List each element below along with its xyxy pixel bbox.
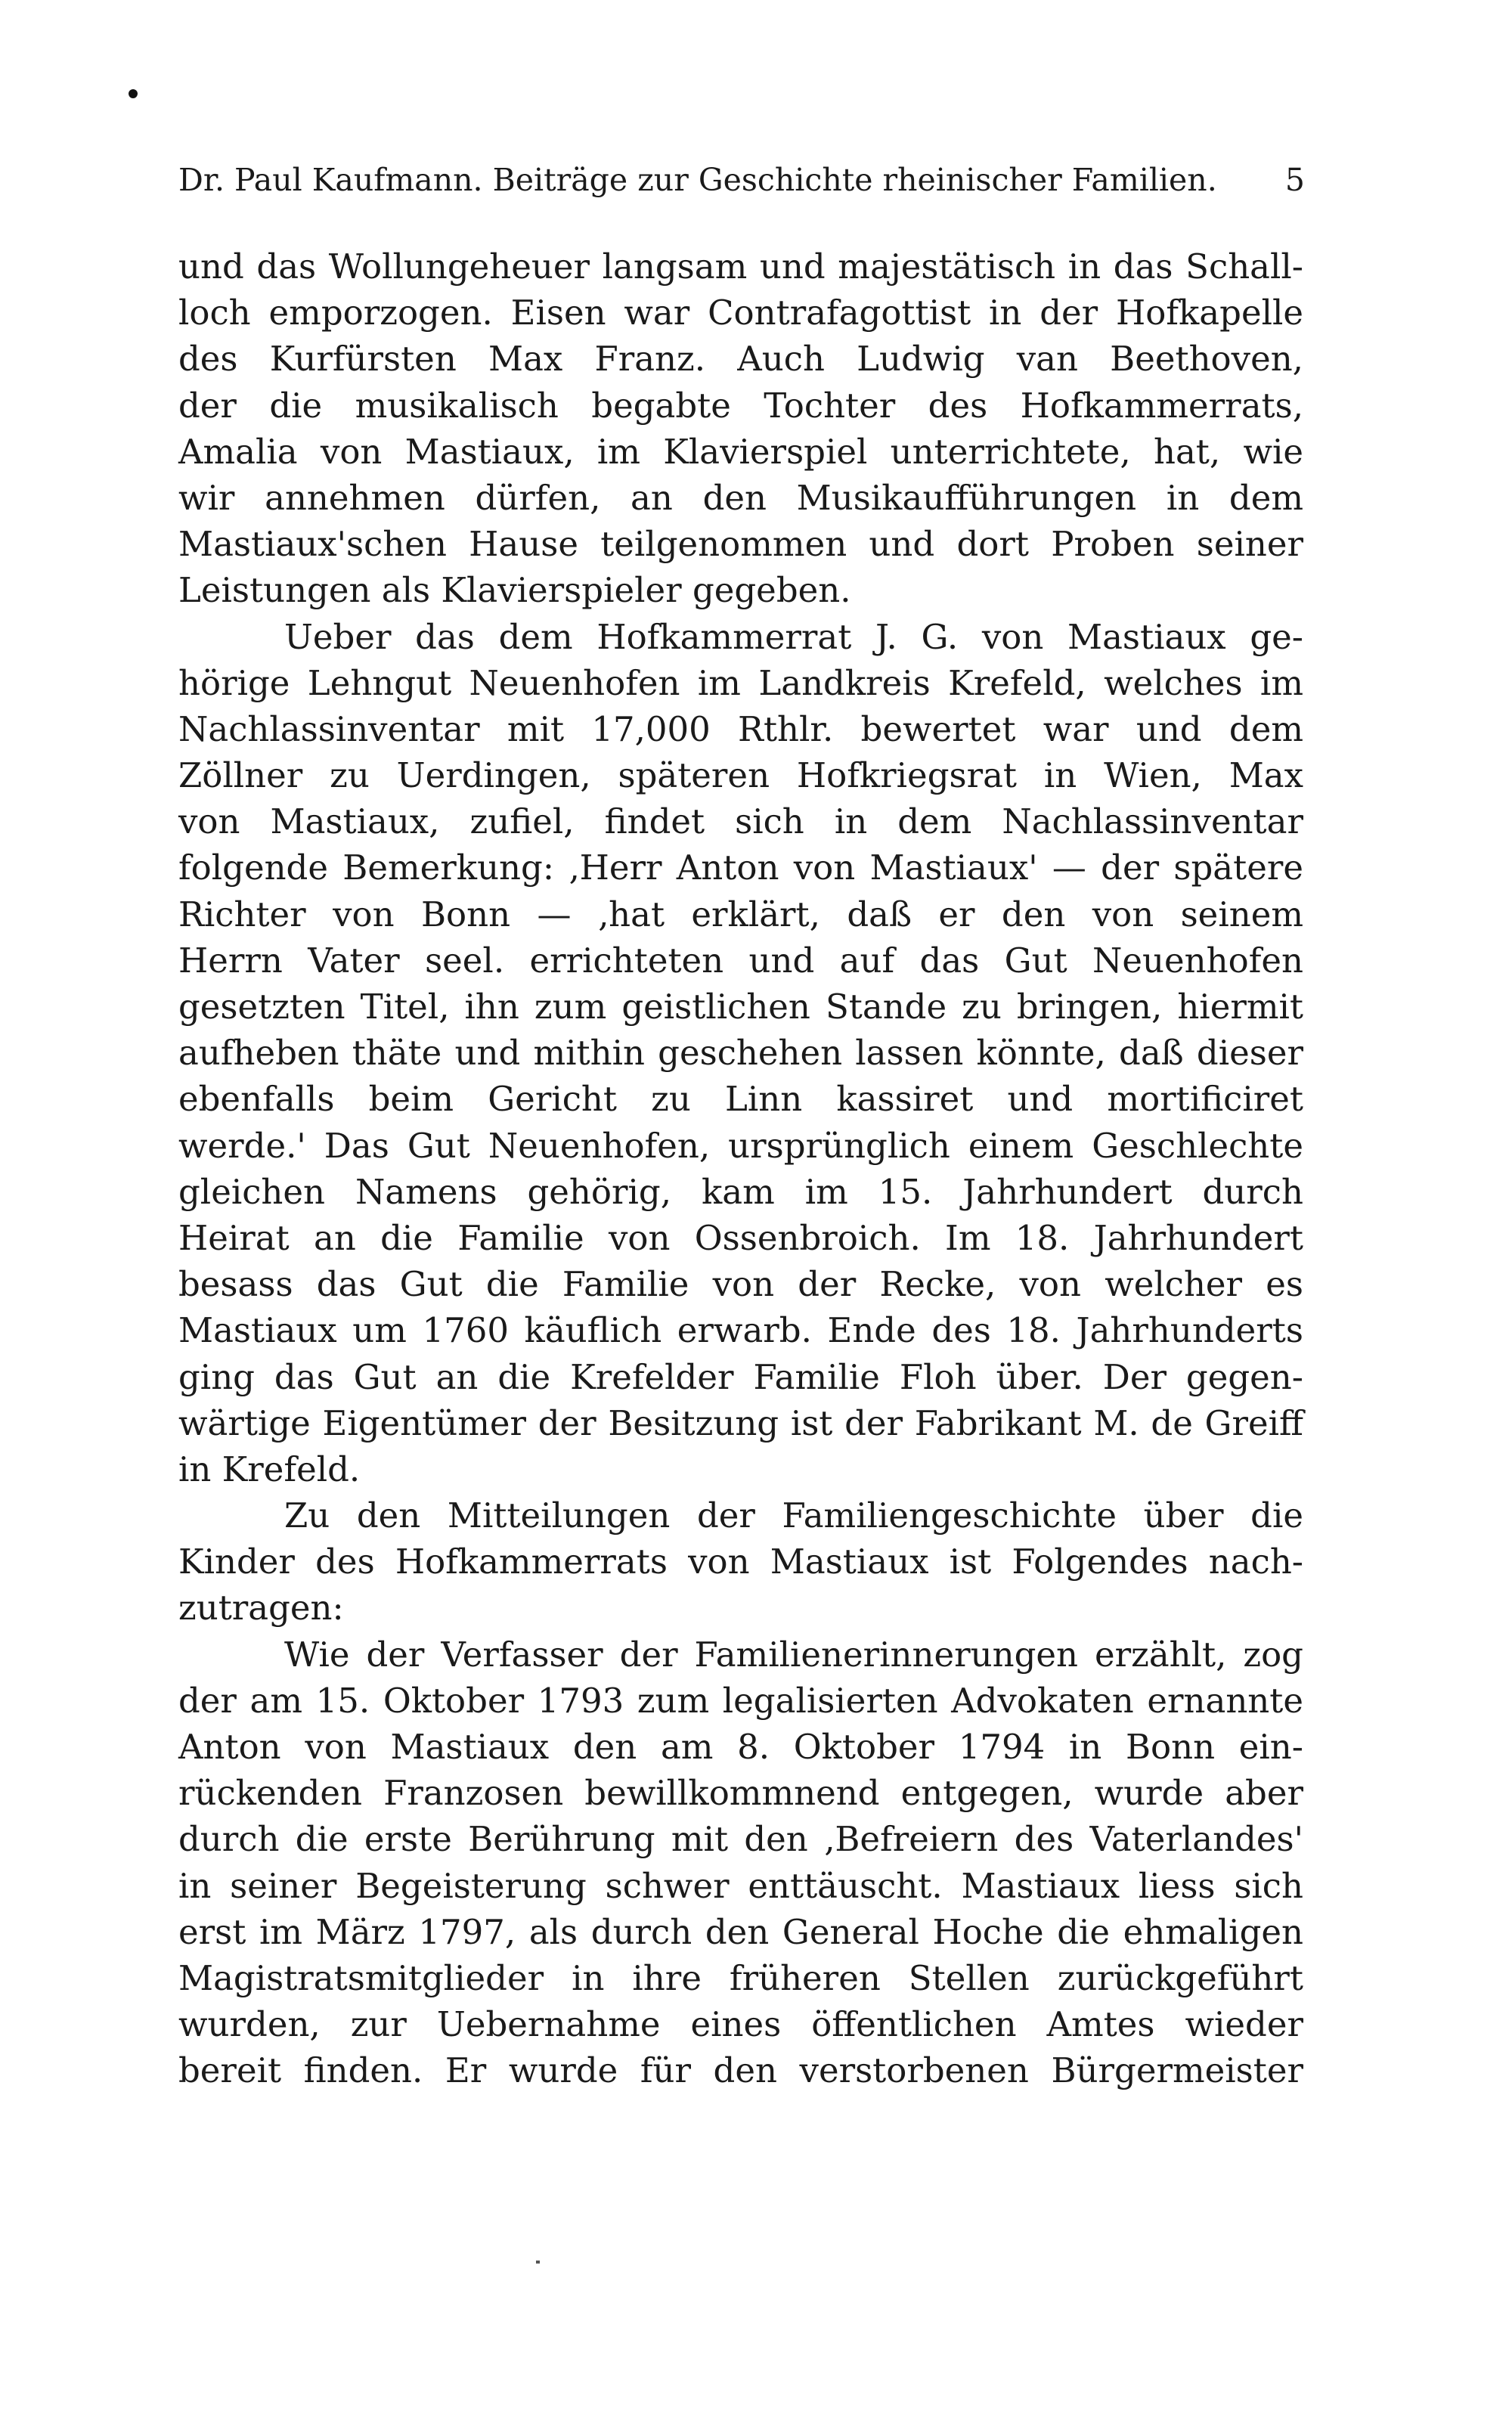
text-line: durch die erste Berührung mit den ‚Befreiern des Vaterlandes' bbox=[178, 1819, 1303, 1860]
paragraph-first-line: Ueber das dem Hofkammerrat J. G. von Mastiaux ge- bbox=[284, 616, 1303, 657]
text-line: Kinder des Hofkammerrats von Mastiaux ist Folgendes nach- bbox=[178, 1542, 1303, 1582]
text-line: des Kurfürsten Max Franz. Auch Ludwig van Beethoven, bbox=[178, 339, 1303, 380]
paragraph-first-line: Wie der Verfasser der Familienerinnerungen erzählt, zog bbox=[284, 1634, 1303, 1675]
text-line: besass das Gut die Familie von der Recke, von welcher es bbox=[178, 1264, 1303, 1305]
paragraph-first-line: Zu den Mitteilungen der Familiengeschichte über die bbox=[284, 1495, 1303, 1536]
text-line: Mastiaux'schen Hause teilgenommen und dort Proben seiner bbox=[178, 524, 1303, 565]
text-line: gleichen Namens gehörig, kam im 15. Jahrhundert durch bbox=[178, 1171, 1303, 1212]
text-line: hörige Lehngut Neuenhofen im Landkreis Krefeld, welches im bbox=[178, 662, 1303, 703]
running-header-title: Dr. Paul Kaufmann. Beiträge zur Geschichte rheinischer Familien. bbox=[178, 162, 1217, 198]
text-line: Nachlassinventar mit 17,000 Rthlr. bewertet war und dem bbox=[178, 708, 1303, 749]
ink-speck-mark bbox=[536, 2261, 540, 2264]
text-line: bereit finden. Er wurde für den verstorbenen Bürgermeister bbox=[178, 2050, 1303, 2091]
text-line: der die musikalisch begabte Tochter des Hofkammerrats, bbox=[178, 385, 1303, 426]
ink-dot-mark bbox=[129, 89, 138, 98]
text-line: Amalia von Mastiaux, im Klavierspiel unterrichtete, hat, wie bbox=[178, 431, 1303, 472]
text-line: Anton von Mastiaux den am 8. Oktober 1794 in Bonn ein- bbox=[178, 1727, 1303, 1767]
text-line: von Mastiaux, zufiel, findet sich in dem Nachlassinventar bbox=[178, 801, 1303, 842]
text-line: ebenfalls beim Gericht zu Linn kassiret und mortificiret bbox=[178, 1079, 1303, 1120]
text-line: Zöllner zu Uerdingen, späteren Hofkriegsrat in Wien, Max bbox=[178, 755, 1303, 796]
text-line: Herrn Vater seel. errichteten und auf das Gut Neuenhofen bbox=[178, 940, 1303, 981]
text-line: aufheben thäte und mithin geschehen lassen könnte, daß dieser bbox=[178, 1033, 1303, 1074]
text-line: zutragen: bbox=[178, 1588, 344, 1628]
text-line: ging das Gut an die Krefelder Familie Floh über. Der gegen- bbox=[178, 1356, 1303, 1397]
text-line: wir annehmen dürfen, an den Musikaufführungen in dem bbox=[178, 477, 1303, 518]
text-line: Heirat an die Familie von Ossenbroich. Im 18. Jahrhundert bbox=[178, 1217, 1303, 1258]
text-line: erst im März 1797, als durch den General Hoche die ehmaligen bbox=[178, 1911, 1303, 1952]
text-line: rückenden Franzosen bewillkommnend entgegen, wurde aber bbox=[178, 1773, 1303, 1814]
text-line: und das Wollungeheuer langsam und majestätisch in das Schall- bbox=[178, 246, 1303, 287]
text-line: in seiner Begeisterung schwer enttäuscht. Mastiaux liess sich bbox=[178, 1865, 1303, 1906]
text-line: loch emporzogen. Eisen war Contrafagottist in der Hofkapelle bbox=[178, 293, 1303, 333]
text-line: Magistratsmitglieder in ihre früheren Stellen zurückgeführt bbox=[178, 1957, 1303, 1998]
text-line: Richter von Bonn — ‚hat erklärt, daß er den von seinem bbox=[178, 894, 1303, 934]
running-header bbox=[178, 157, 1305, 203]
text-line: gesetzten Titel, ihn zum geistlichen Stande zu bringen, hiermit bbox=[178, 987, 1303, 1027]
page-number: 5 bbox=[1284, 162, 1305, 198]
text-line: wurden, zur Uebernahme eines öffentlichen Amtes wieder bbox=[178, 2004, 1303, 2045]
text-line: Leistungen als Klavierspieler gegeben. bbox=[178, 570, 851, 611]
text-line: werde.' Das Gut Neuenhofen, ursprünglich einem Geschlechte bbox=[178, 1125, 1303, 1166]
text-line: Mastiaux um 1760 käuflich erwarb. Ende des 18. Jahrhunderts bbox=[178, 1310, 1303, 1351]
text-line: der am 15. Oktober 1793 zum legalisierten Advokaten ernannte bbox=[178, 1680, 1303, 1721]
text-line: wärtige Eigentümer der Besitzung ist der Fabrikant M. de Greiff bbox=[178, 1402, 1303, 1443]
text-line: folgende Bemerkung: ‚Herr Anton von Mastiaux' — der spätere bbox=[178, 848, 1303, 888]
text-line: in Krefeld. bbox=[178, 1449, 361, 1489]
body-text bbox=[178, 243, 1303, 2094]
